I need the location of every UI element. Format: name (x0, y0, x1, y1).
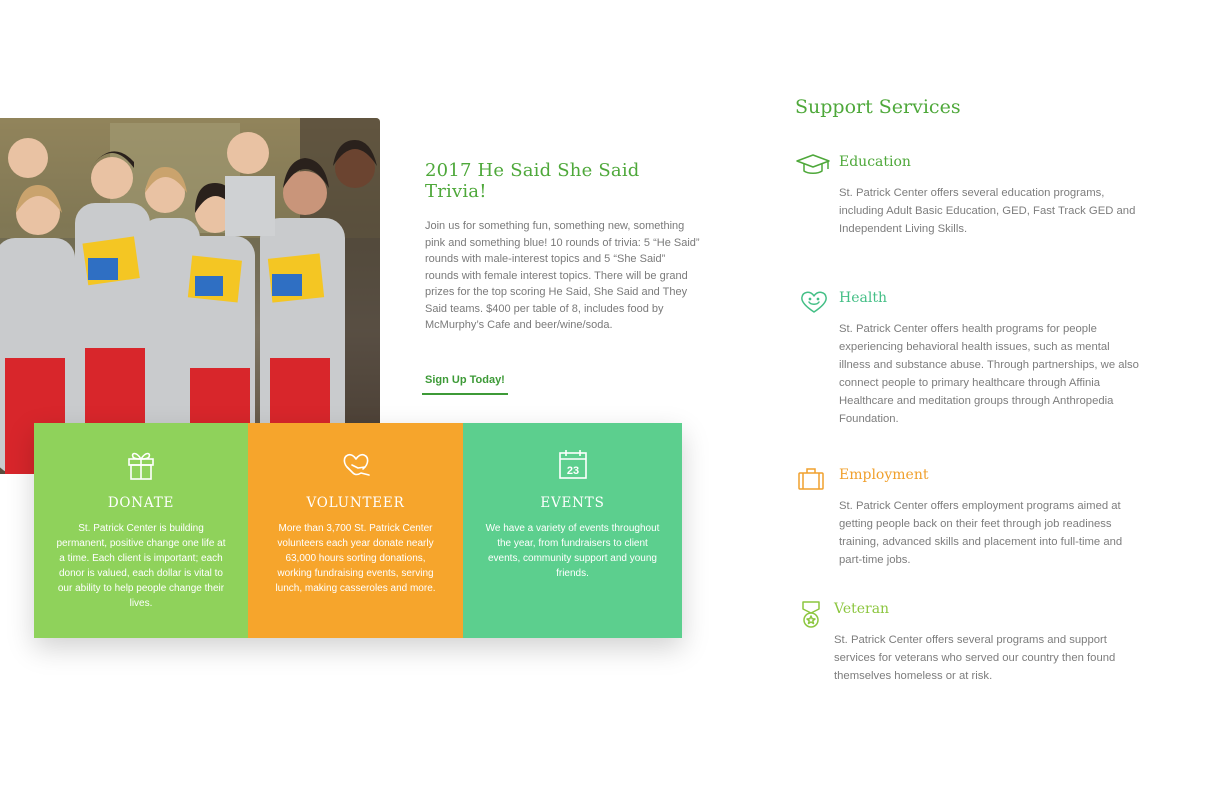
action-cards (34, 423, 682, 638)
volunteer-title: VOLUNTEER (306, 495, 405, 511)
service-name-education: Education (839, 154, 911, 170)
service-text-employment: St. Patrick Center offers employment programs aimed at getting people back on their feet through job readiness training, advanced skills and placement into full-time and part-time jobs. (839, 500, 1123, 566)
service-name-health: Health (839, 290, 887, 306)
heart-icon (800, 290, 828, 314)
services-title: Support Services (795, 96, 961, 118)
service-name-employment: Employment (839, 467, 929, 483)
service-text-veteran: St. Patrick Center offers several programs and support services for veterans who served our country then found themselves homeless or at risk. (834, 634, 1116, 682)
event-description: Join us for something fun, something new, something pink and something blue! 10 rounds of trivia: 5 “He Said” rounds with male-interest topics and 5 “She Said” rounds with female interest topics. There will be grand prizes for the top scoring He Said, She Said and They Said teams. $400 per table of 8, includes food by McMurphy’s Cafe and beer/wine/soda. (425, 220, 700, 331)
support-services (795, 96, 1155, 682)
events-card[interactable] (463, 423, 682, 638)
donate-text: St. Patrick Center is building permanent, positive change one life at a time. Each client is important; each donor is valued, each dollar is vital to our ability to help people change their lives. (56, 523, 226, 609)
service-text-health: St. Patrick Center offers health programs for people experiencing behavioral health issues, such as mental illness and substance abuse. Through partnerships, we also connect people to primary healthcare through Affinia Healthcare and meditation groups through Anthropedia Foundation. (839, 323, 1139, 425)
donate-title: DONATE (107, 495, 175, 511)
service-text-education: St. Patrick Center offers several education programs, including Adult Basic Education, GED, Fast Track GED and Independent Living Skills. (839, 187, 1136, 235)
gift-icon (124, 447, 158, 481)
service-name-veteran: Veteran (834, 601, 890, 617)
briefcase-icon (797, 467, 825, 491)
event-title: 2017 He Said She Said Trivia! (425, 160, 640, 202)
events-text: We have a variety of events throughout the year, from fundraisers to client events, community support and young friends. (485, 523, 660, 579)
calendar-day: 23 (566, 465, 579, 477)
volunteers-photo (0, 118, 380, 474)
event-section (425, 160, 700, 395)
volunteer-text: More than 3,700 St. Patrick Center volunteers each year donate nearly 63,000 hours sorting donations, working fundraising events, serving lunch, making casseroles and more. (275, 523, 436, 594)
graduation-cap-icon (795, 154, 831, 176)
calendar-icon (556, 447, 590, 481)
events-title: EVENTS (540, 495, 605, 511)
volunteer-card[interactable] (248, 423, 463, 638)
sign-up-link[interactable]: Sign Up Today! (422, 374, 508, 395)
heart-hand-icon (339, 447, 373, 481)
donate-card[interactable] (34, 423, 248, 638)
medal-icon (799, 601, 823, 629)
